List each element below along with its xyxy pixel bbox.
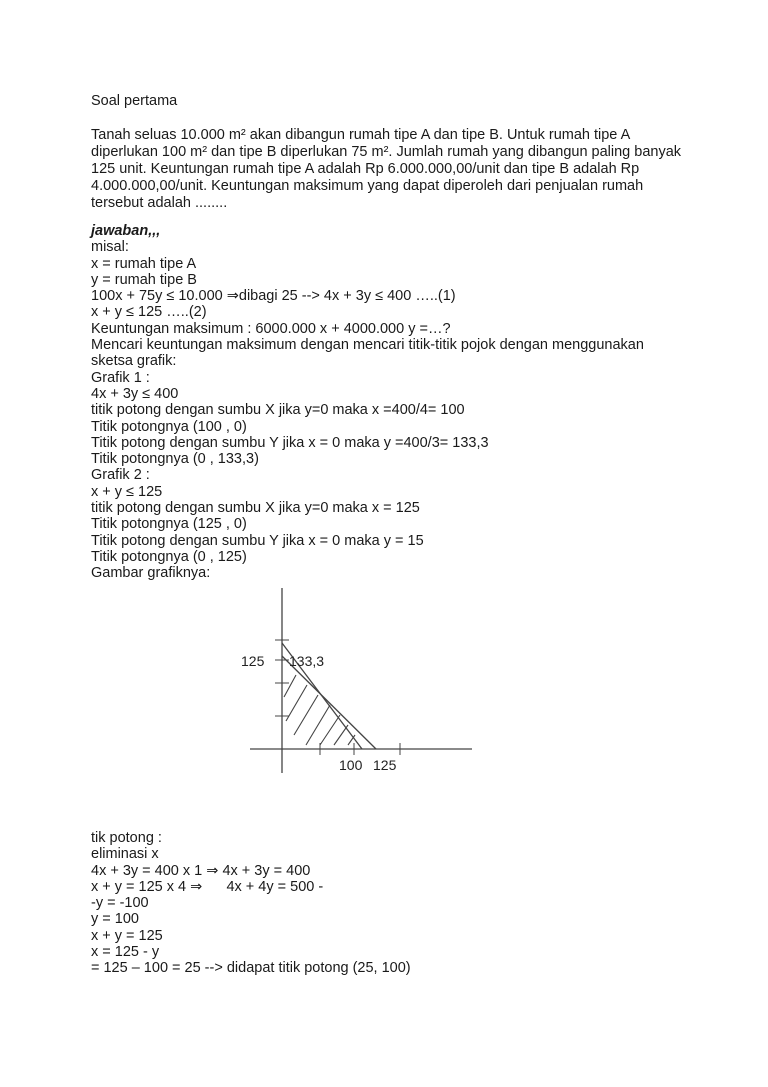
answer-line: 100x + 75y ≤ 10.000 ⇒dibagi 25 --> 4x + 3y ≤ 400 …..(1) [91,288,456,305]
answer-line: Titik potongnya (0 , 125) [91,548,247,565]
elimination-line: -y = -100 [91,895,149,912]
answer-line: 4x + 3y ≤ 400 [91,385,179,402]
x-label-100: 100 [339,757,363,773]
elimination-line: y = 100 [91,911,139,928]
answer-line: Grafik 1 : [91,369,150,386]
elimination-section [91,830,411,977]
question-paragraph [91,127,681,212]
answer-line: sketsa grafik: [91,353,177,370]
x-label-125: 125 [373,757,397,773]
answer-line: Titik potong dengan sumbu Y jika x = 0 maka y = 15 [91,532,424,549]
answer-line: Titik potongnya (100 , 0) [91,418,247,435]
y-label-125: 125 [241,653,265,669]
question-line: diperlukan 100 m² dan tipe B diperlukan 75 m². Jumlah rumah yang dibangun paling banyak [91,144,682,160]
question-line: 125 unit. Keuntungan rumah tipe A adalah Rp 6.000.000,00/unit dan tipe B adalah Rp [91,161,640,177]
answer-line: Grafik 2 : [91,467,150,484]
answer-line: titik potong dengan sumbu X jika y=0 maka x =400/4= 100 [91,402,465,419]
answer-line: y = rumah tipe B [91,271,197,288]
elimination-line: 4x + 3y = 400 x 1 ⇒ 4x + 3y = 400 [91,862,311,879]
elimination-line: x + y = 125 [91,927,163,944]
question-line: 4.000.000,00/unit. Keuntungan maksimum yang dapat diperoleh dari penjualan rumah [91,178,644,194]
answer-line: Titik potongnya (125 , 0) [91,516,247,533]
y-label-133: 133,3 [289,653,325,669]
sketch-graph [232,585,477,775]
answer-line: Keuntungan maksimum : 6000.000 x + 4000.000 y =…? [91,320,451,337]
answer-line: misal: [91,239,129,256]
sketch-graph-svg [232,585,477,775]
elimination-line: x = 125 - y [91,944,160,961]
answer-heading: jawaban,,, [91,223,161,239]
answer-line: x + y ≤ 125 …..(2) [91,304,207,321]
answer-line: Mencari keuntungan maksimum dengan mencari titik-titik pojok dengan menggunakan [91,337,644,354]
elimination-line: = 125 – 100 = 25 --> didapat titik potong (25, 100) [91,960,411,977]
question-line: Tanah seluas 10.000 m² akan dibangun rumah tipe A dan tipe B. Untuk rumah tipe A [91,127,631,143]
elimination-line: eliminasi x [91,846,159,863]
elimination-line: tik potong : [91,830,162,846]
question-line: tersebut adalah ........ [91,195,228,211]
answer-line: x + y ≤ 125 [91,483,163,500]
answer-line: Titik potong dengan sumbu Y jika x = 0 maka y =400/3= 133,3 [91,434,489,451]
answer-line: titik potong dengan sumbu X jika y=0 maka x = 125 [91,500,420,517]
answer-line: Titik potongnya (0 , 133,3) [91,451,259,468]
answer-line: Gambar grafiknya: [91,565,211,582]
answer-line: x = rumah tipe A [91,255,197,272]
document-title: Soal pertama [91,93,178,109]
elimination-line: x + y = 125 x 4 ⇒ 4x + 4y = 500 - [91,878,324,895]
feasible-region-hatching [284,675,355,745]
answer-section [91,223,644,582]
line-x-y-125 [282,656,376,749]
